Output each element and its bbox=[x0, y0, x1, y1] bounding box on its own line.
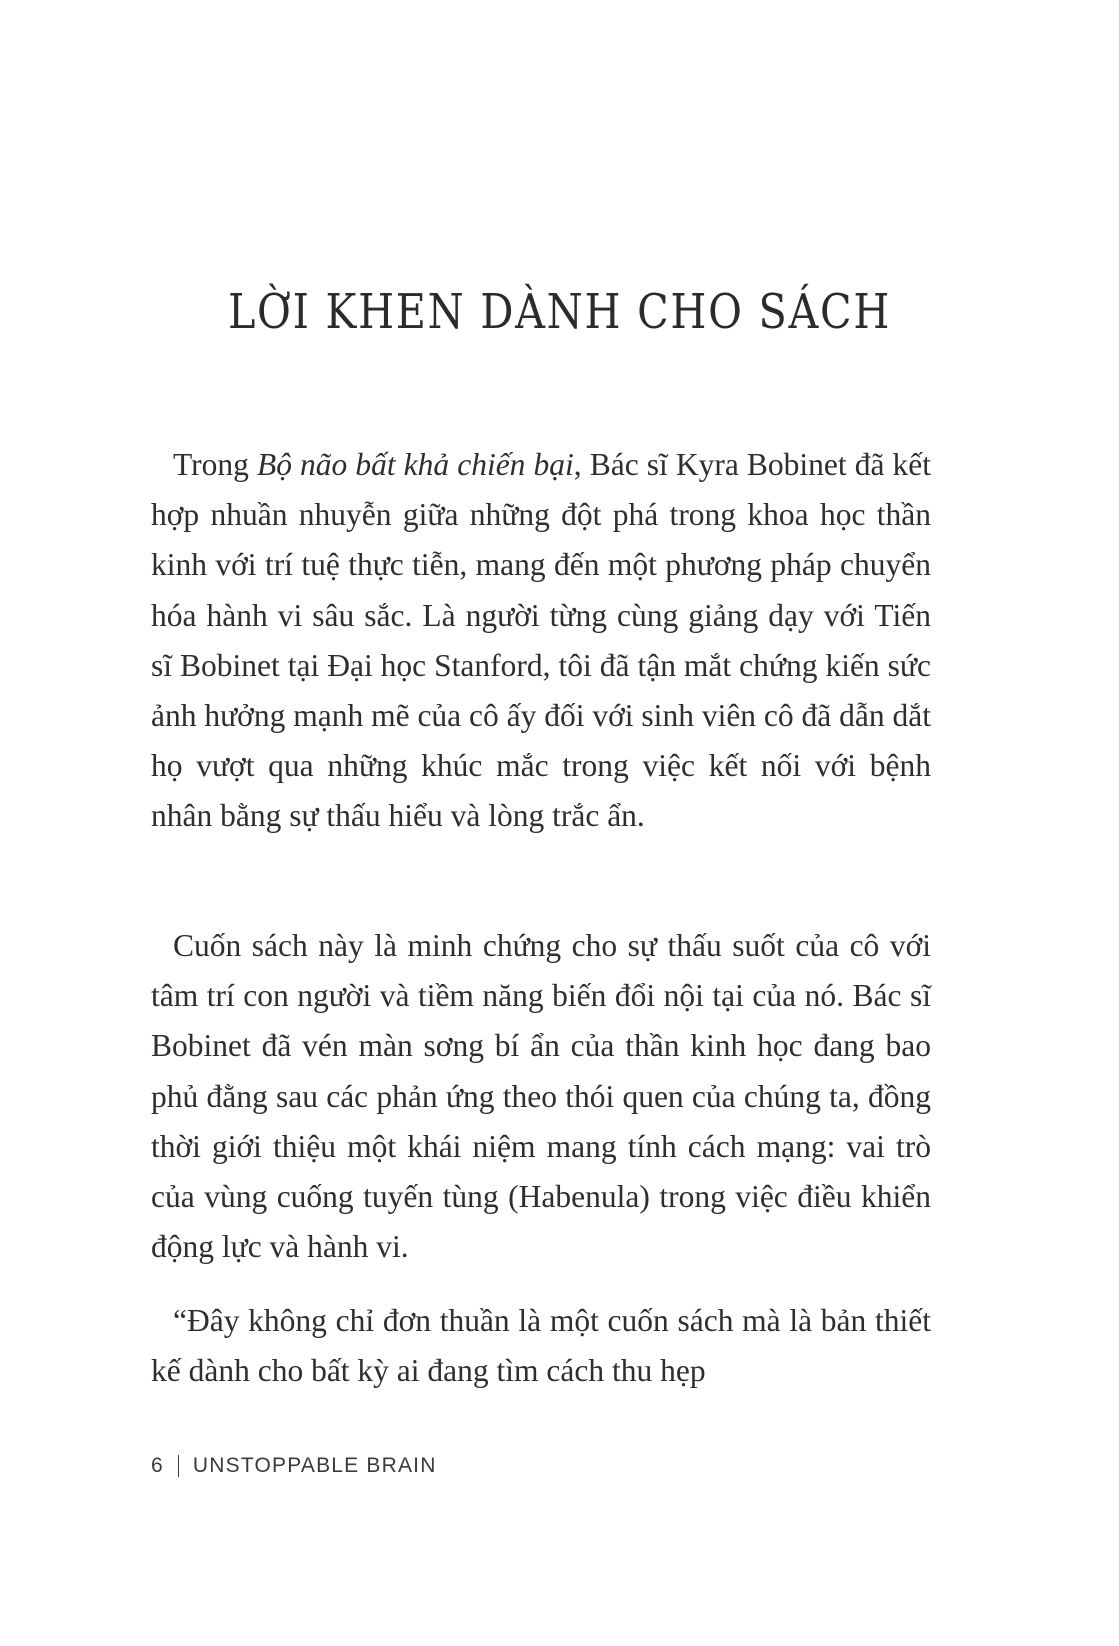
praise-paragraph-3 bbox=[151, 1296, 931, 1396]
page-title: LỜI KHEN DÀNH CHO SÁCH bbox=[227, 284, 892, 340]
praise-paragraph-1 bbox=[151, 440, 931, 842]
paragraph-lead: Trong bbox=[173, 447, 257, 482]
running-title: UNSTOPPABLE BRAIN bbox=[192, 1454, 437, 1477]
page-number: 6 bbox=[151, 1454, 164, 1477]
paragraph-text: “Đây không chỉ đơn thuần là một cuốn sách mà là bản thiết kế dành cho bất kỳ ai đang tìm cách thu hẹp bbox=[151, 1303, 931, 1389]
paragraph-text bbox=[151, 440, 931, 842]
footer-divider bbox=[178, 1455, 179, 1477]
book-title-italic: Bộ não bất khả chiến bại bbox=[256, 447, 574, 482]
praise-paragraph-2 bbox=[151, 921, 931, 1272]
page-footer bbox=[151, 1451, 437, 1481]
paragraph-text: Cuốn sách này là minh chứng cho sự thấu suốt của cô với tâm trí con người và tiềm năng biến đổi nội tại của nó. Bác sĩ Bobinet đã vén màn sơng bí ẩn của thần kinh học đang bao phủ đằng sau các phản ứng theo thói quen của chúng ta, đồng thời giới thiệu một khái niệm mang tính cách mạng: vai trò của vùng cuống tuyến tùng (Habenula) trong việc điều khiển động lực và hành vi. bbox=[151, 928, 931, 1265]
paragraph-rest: , Bác sĩ Kyra Bobinet đã kết hợp nhuần nhuyễn giữa những đột phá trong khoa học thần kinh với trí tuệ thực tiễn, mang đến một phương pháp chuyển hóa hành vi sâu sắc. Là người từng cùng giảng dạy với Tiến sĩ Bobinet tại Đại học Stanford, tôi đã tận mắt chứng kiến sức ảnh hưởng mạnh mẽ của cô ấy đối với sinh viên cô đã dẫn dắt họ vượt qua những khúc mắc trong việc kết nối với bệnh nhân bằng sự thấu hiểu và lòng trắc ẩn. bbox=[151, 447, 931, 834]
